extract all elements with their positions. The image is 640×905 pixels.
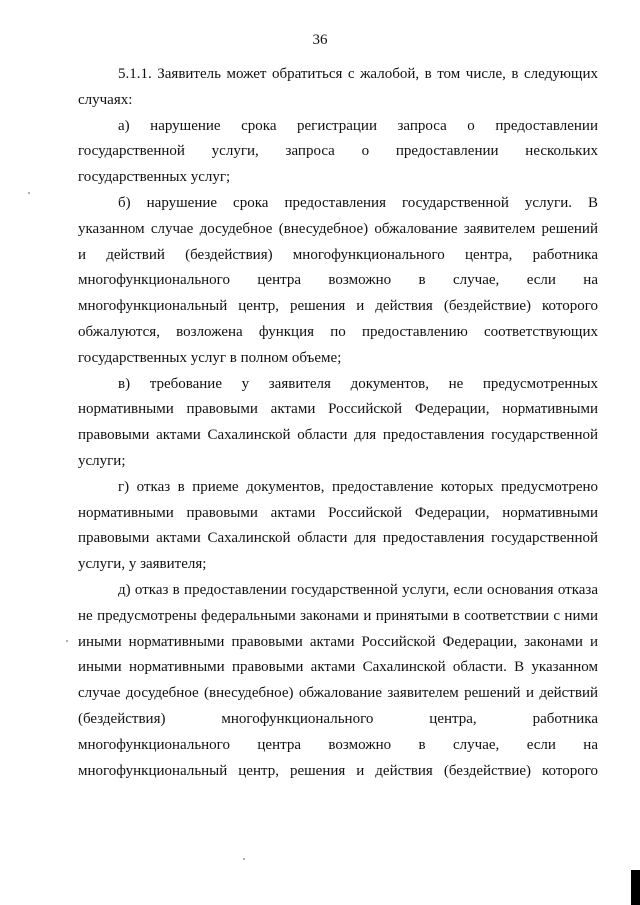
scan-edge-mark <box>631 870 640 905</box>
scan-speck <box>28 192 30 194</box>
text-line: услуги, у заявителя; <box>78 556 207 573</box>
text-line: правовыми актами Сахалинской области для предоставления государственной <box>78 530 598 547</box>
text-line: иными нормативными правовыми актами Сахалинской области. В указанном <box>78 659 598 676</box>
text-line: 5.1.1. Заявитель может обратиться с жалобой, в том числе, в следующих <box>118 66 598 82</box>
paragraph-v <box>78 372 598 475</box>
text-line: многофункционального центра возможно в случае, если на <box>78 736 598 753</box>
scan-speck <box>66 640 68 642</box>
text-line: многофункциональный центр, решения и действия (бездействие) которого <box>78 762 598 779</box>
text-line: нормативными правовыми актами Российской Федерации, нормативными <box>78 504 598 521</box>
text-line: а) нарушение срока регистрации запроса о предоставлении <box>118 117 598 134</box>
text-line: д) отказ в предоставлении государственной услуги, если основания отказа <box>118 581 598 598</box>
paragraph-a <box>78 114 598 191</box>
text-line: указанном случае досудебное (внесудебное) обжалование заявителем решений <box>78 220 598 237</box>
text-line: в) требование у заявителя документов, не предусмотренных <box>118 375 598 392</box>
document-body <box>78 62 598 784</box>
scan-speck <box>243 858 245 860</box>
text-line: (бездействия) многофункционального центра, работника <box>78 710 598 727</box>
text-line: обжалуются, возложена функция по предоставлению соответствующих <box>78 323 598 340</box>
text-line: многофункциональный центр, решения и действия (бездействие) которого <box>78 298 598 315</box>
text-line: б) нарушение срока предоставления государственной услуги. В <box>118 194 598 211</box>
text-line: услуги; <box>78 452 126 469</box>
text-line: правовыми актами Сахалинской области для предоставления государственной <box>78 427 598 444</box>
text-line: государственных услуг; <box>78 169 231 186</box>
page-number: 36 <box>312 32 328 48</box>
paragraph-d <box>78 578 598 784</box>
text-line: г) отказ в приеме документов, предоставление которых предусмотрено <box>118 478 598 495</box>
text-line: не предусмотрены федеральными законами и принятыми в соответствии с ними <box>78 607 598 624</box>
text-line: многофункционального центра возможно в случае, если на <box>78 272 598 289</box>
text-line: случаях: <box>78 91 133 108</box>
text-line: государственной услуги, запроса о предоставлении нескольких <box>78 143 598 160</box>
text-line: нормативными правовыми актами Российской Федерации, нормативными <box>78 401 598 418</box>
text-line: иными нормативными правовыми актами Российской Федерации, законами и <box>78 633 598 650</box>
paragraph-g <box>78 475 598 578</box>
paragraph-5-1-1 <box>78 62 598 114</box>
text-line: случае досудебное (внесудебное) обжалование заявителем решений и действий <box>78 685 598 702</box>
text-line: государственных услуг в полном объеме; <box>78 349 342 366</box>
paragraph-b <box>78 191 598 372</box>
text-line: и действий (бездействия) многофункционального центра, работника <box>78 246 598 263</box>
